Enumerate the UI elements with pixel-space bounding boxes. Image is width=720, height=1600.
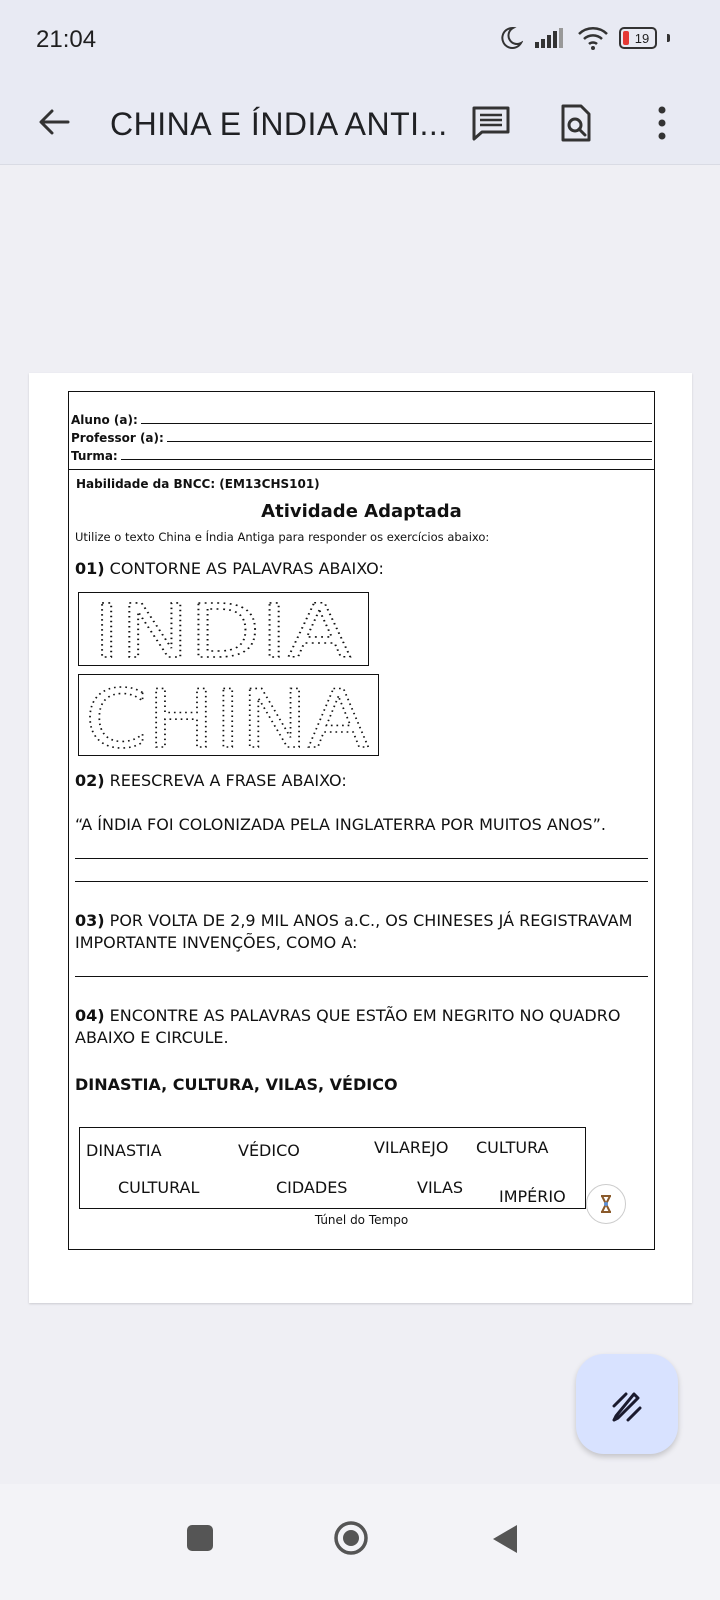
pen-icon bbox=[606, 1384, 648, 1426]
system-nav-bar bbox=[0, 1484, 720, 1600]
document-footer: Túnel do Tempo bbox=[314, 1213, 409, 1227]
turma-label: Turma: bbox=[71, 449, 118, 463]
back-triangle-icon[interactable] bbox=[491, 1524, 519, 1554]
battery-icon bbox=[619, 27, 657, 49]
svg-text:CHINA: CHINA bbox=[85, 675, 370, 755]
instructions: Utilize o texto China e Índia Antiga para responder os exercícios abaixo: bbox=[75, 530, 490, 544]
trace-word-china bbox=[78, 674, 379, 756]
answer-line bbox=[75, 836, 648, 859]
word-item: CULTURA bbox=[476, 1138, 549, 1157]
question-1: 01) CONTORNE AS PALAVRAS ABAIXO: bbox=[75, 559, 384, 578]
back-arrow-icon[interactable] bbox=[34, 102, 74, 142]
word-item: VILAREJO bbox=[374, 1138, 449, 1157]
status-icons bbox=[499, 26, 670, 50]
professor-label: Professor (a): bbox=[71, 431, 164, 445]
more-options-icon[interactable] bbox=[641, 102, 683, 144]
svg-text:INDIA: INDIA bbox=[93, 593, 352, 665]
find-in-page-icon[interactable] bbox=[555, 102, 597, 144]
bncc-skill: Habilidade da BNCC: (EM13CHS101) bbox=[76, 477, 320, 491]
bold-word-list: DINASTIA, CULTURA, VILAS, VÉDICO bbox=[75, 1075, 398, 1094]
home-circle-icon[interactable] bbox=[333, 1520, 369, 1556]
word-item: VÉDICO bbox=[238, 1141, 300, 1160]
word-item: DINASTIA bbox=[86, 1141, 162, 1160]
aluno-label: Aluno (a): bbox=[71, 413, 138, 427]
aluno-line bbox=[141, 423, 652, 424]
student-header bbox=[69, 392, 654, 470]
edit-fab-button[interactable] bbox=[576, 1354, 678, 1454]
app-bar bbox=[0, 84, 720, 165]
moon-icon bbox=[499, 26, 523, 50]
word-item: IMPÉRIO bbox=[499, 1187, 566, 1206]
question-2: 02) REESCREVA A FRASE ABAIXO: bbox=[75, 771, 347, 790]
question-3: 03) POR VOLTA DE 2,9 MIL ANOS a.C., OS CHINESES JÁ REGISTRAVAM IMPORTANTE INVENÇÕES, COMO A: bbox=[75, 911, 633, 952]
recents-square-icon[interactable] bbox=[186, 1524, 214, 1552]
turma-line bbox=[121, 459, 652, 460]
comment-icon[interactable] bbox=[470, 102, 512, 144]
answer-line bbox=[75, 859, 648, 882]
word-item: CULTURAL bbox=[118, 1178, 200, 1197]
question-2-quote: “A ÍNDIA FOI COLONIZADA PELA INGLATERRA POR MUITOS ANOS”. bbox=[75, 815, 606, 834]
professor-line bbox=[167, 441, 652, 442]
word-item: VILAS bbox=[417, 1178, 464, 1197]
signal-icon bbox=[533, 27, 567, 49]
wifi-icon bbox=[577, 26, 609, 50]
status-time: 21:04 bbox=[36, 26, 97, 53]
answer-line bbox=[75, 954, 648, 977]
document-page bbox=[29, 373, 692, 1303]
battery-level: 19 bbox=[634, 30, 650, 46]
question-4: 04) ENCONTRE AS PALAVRAS QUE ESTÃO EM NEGRITO NO QUADRO ABAIXO E CIRCULE. bbox=[75, 1006, 621, 1047]
activity-title: Atividade Adaptada bbox=[261, 501, 462, 522]
worksheet bbox=[68, 391, 655, 1250]
word-search-box bbox=[79, 1127, 586, 1209]
status-bar bbox=[0, 0, 720, 84]
word-item: CIDADES bbox=[276, 1178, 348, 1197]
trace-word-india bbox=[78, 592, 369, 666]
document-title: CHINA E ÍNDIA ANTI... bbox=[110, 106, 448, 142]
